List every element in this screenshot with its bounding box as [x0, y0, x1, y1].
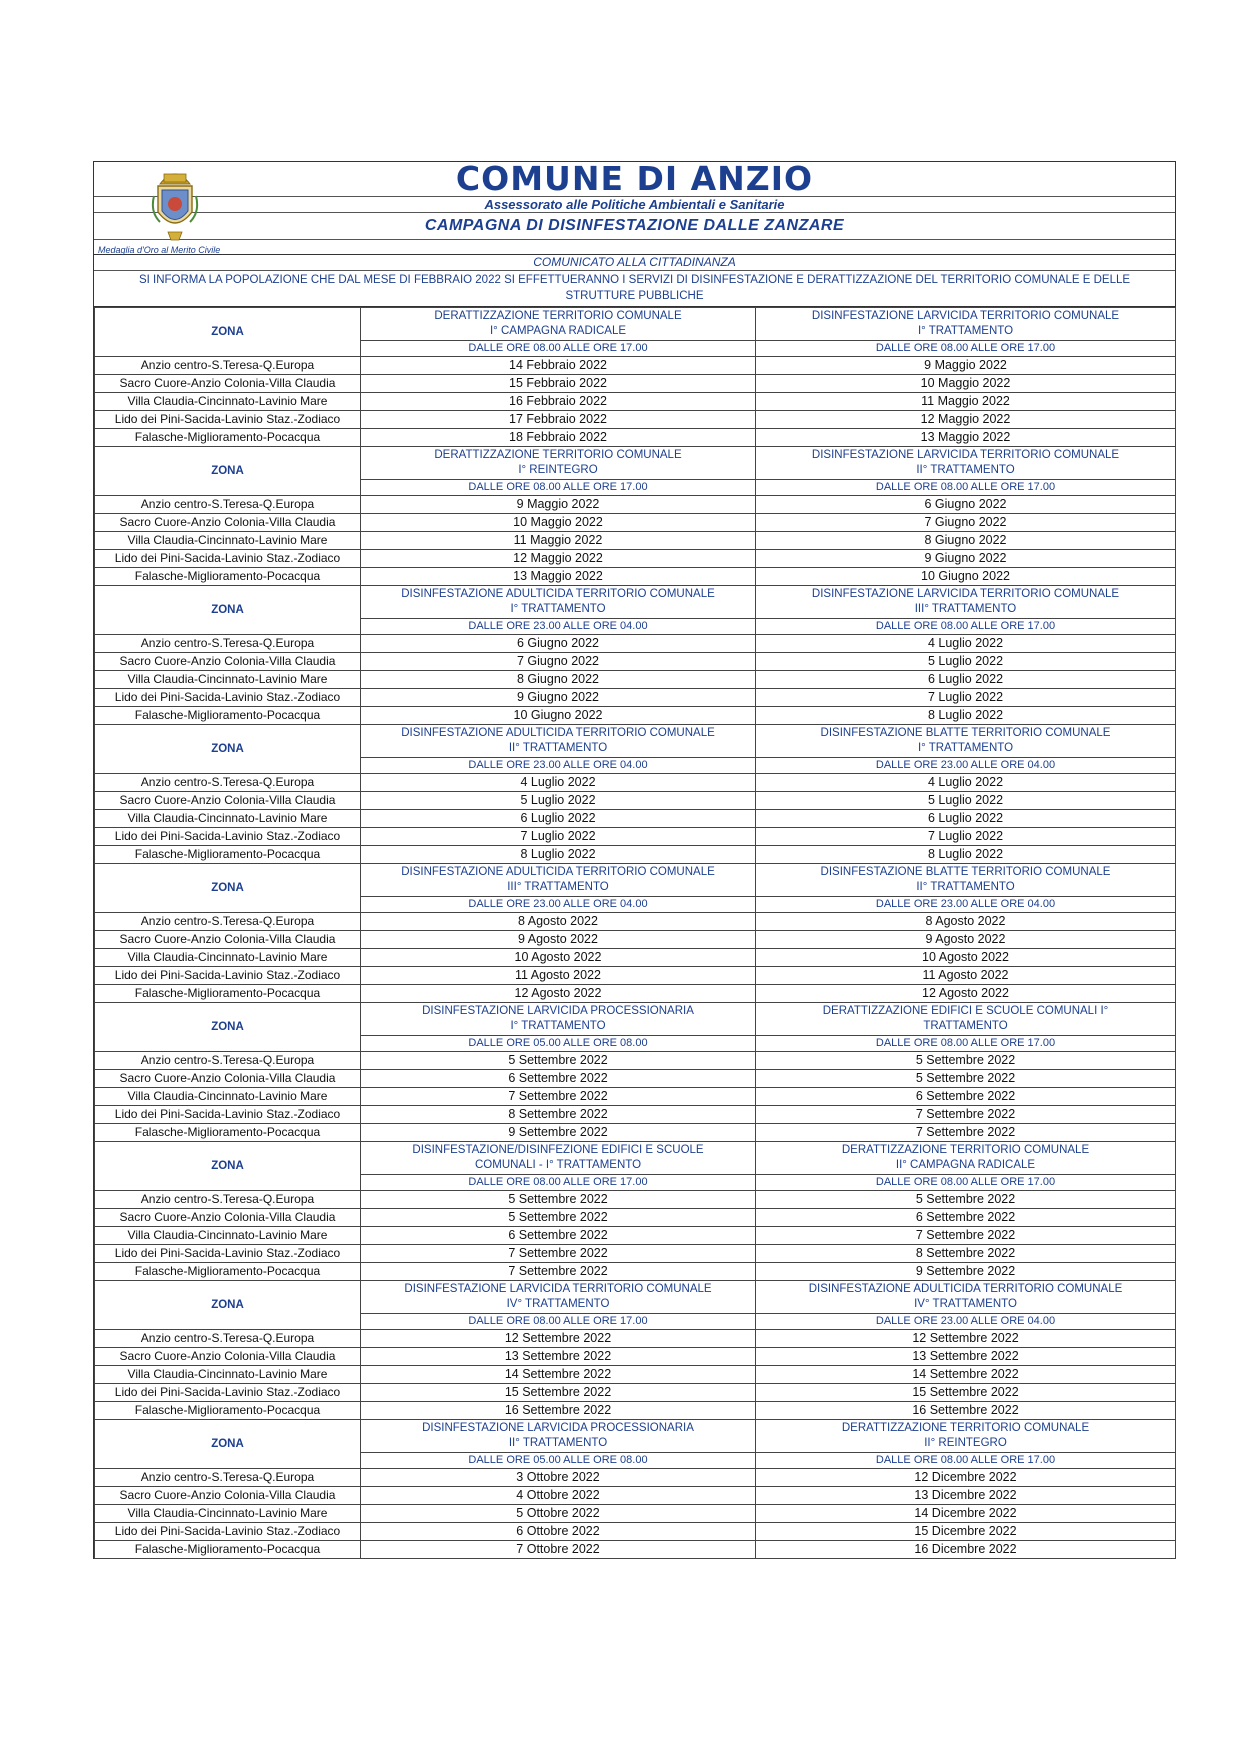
date-left: 8 Settembre 2022 [361, 1106, 756, 1124]
date-left: 12 Settembre 2022 [361, 1330, 756, 1348]
table-row [95, 357, 1176, 375]
zone-name: Villa Claudia-Cincinnato-Lavinio Mare [95, 1366, 361, 1384]
date-left: 4 Luglio 2022 [361, 774, 756, 792]
table-row [95, 1227, 1176, 1245]
table-row [95, 1052, 1176, 1070]
service-title-left [361, 586, 756, 619]
service-hours-left: DALLE ORE 23.00 ALLE ORE 04.00 [361, 619, 756, 635]
document-sheet [93, 161, 1176, 1559]
service-name: DISINFESTAZIONE ADULTICIDA TERRITORIO COMUNALE [401, 726, 715, 739]
service-hours-right: DALLE ORE 08.00 ALLE ORE 17.00 [756, 1453, 1176, 1469]
date-right: 13 Maggio 2022 [756, 429, 1176, 447]
service-hours-left: DALLE ORE 23.00 ALLE ORE 04.00 [361, 897, 756, 913]
zone-name: Falasche-Miglioramento-Pocacqua [95, 985, 361, 1003]
service-title-right [756, 1003, 1176, 1036]
date-left: 9 Maggio 2022 [361, 496, 756, 514]
service-title-right [756, 308, 1176, 341]
date-left: 7 Settembre 2022 [361, 1263, 756, 1281]
service-name: DISINFESTAZIONE/DISINFEZIONE EDIFICI E SCUOLE [412, 1143, 704, 1156]
date-left: 7 Luglio 2022 [361, 828, 756, 846]
zone-column-label: ZONA [95, 864, 361, 913]
service-title-left [361, 1281, 756, 1314]
date-right: 9 Agosto 2022 [756, 931, 1176, 949]
service-phase: COMUNALI - I° TRATTAMENTO [474, 1159, 642, 1171]
table-row [95, 1088, 1176, 1106]
date-right: 8 Giugno 2022 [756, 532, 1176, 550]
date-right: 9 Maggio 2022 [756, 357, 1176, 375]
service-title-right [756, 586, 1176, 619]
date-right: 14 Settembre 2022 [756, 1366, 1176, 1384]
zone-name: Villa Claudia-Cincinnato-Lavinio Mare [95, 393, 361, 411]
medal-row [94, 240, 1175, 255]
zone-name: Anzio centro-S.Teresa-Q.Europa [95, 1052, 361, 1070]
service-hours-left: DALLE ORE 23.00 ALLE ORE 04.00 [361, 758, 756, 774]
date-right: 10 Agosto 2022 [756, 949, 1176, 967]
service-name: DISINFESTAZIONE LARVICIDA PROCESSIONARIA [422, 1421, 694, 1434]
zone-name: Sacro Cuore-Anzio Colonia-Villa Claudia [95, 514, 361, 532]
table-row [95, 707, 1176, 725]
date-left: 16 Settembre 2022 [361, 1402, 756, 1420]
date-right: 6 Luglio 2022 [756, 810, 1176, 828]
table-row [95, 1402, 1176, 1420]
date-left: 11 Maggio 2022 [361, 532, 756, 550]
service-name: DISINFESTAZIONE LARVICIDA PROCESSIONARIA [422, 1004, 694, 1017]
service-title-right [756, 1420, 1176, 1453]
date-right: 10 Giugno 2022 [756, 568, 1176, 586]
service-phase: I° TRATTAMENTO [510, 603, 606, 615]
service-phase: II° CAMPAGNA RADICALE [895, 1159, 1036, 1171]
date-right: 12 Dicembre 2022 [756, 1469, 1176, 1487]
table-row [95, 1505, 1176, 1523]
date-left: 9 Settembre 2022 [361, 1124, 756, 1142]
zone-name: Sacro Cuore-Anzio Colonia-Villa Claudia [95, 1070, 361, 1088]
service-hours-right: DALLE ORE 08.00 ALLE ORE 17.00 [756, 1036, 1176, 1052]
date-left: 5 Settembre 2022 [361, 1052, 756, 1070]
service-phase: I° REINTEGRO [518, 464, 598, 476]
service-title-left [361, 864, 756, 897]
zone-column-label: ZONA [95, 447, 361, 496]
date-left: 7 Settembre 2022 [361, 1245, 756, 1263]
service-phase: II° TRATTAMENTO [916, 881, 1015, 893]
service-header-row [95, 1142, 1176, 1175]
date-left: 10 Maggio 2022 [361, 514, 756, 532]
date-left: 6 Settembre 2022 [361, 1070, 756, 1088]
date-left: 8 Agosto 2022 [361, 913, 756, 931]
service-phase: I° CAMPAGNA RADICALE [489, 325, 627, 337]
date-left: 15 Settembre 2022 [361, 1384, 756, 1402]
service-title-right [756, 447, 1176, 480]
date-right: 13 Dicembre 2022 [756, 1487, 1176, 1505]
zone-name: Villa Claudia-Cincinnato-Lavinio Mare [95, 1505, 361, 1523]
zone-name: Falasche-Miglioramento-Pocacqua [95, 1402, 361, 1420]
zone-column-label: ZONA [95, 1281, 361, 1330]
service-name: DERATTIZZAZIONE TERRITORIO COMUNALE [434, 448, 682, 461]
zone-name: Sacro Cuore-Anzio Colonia-Villa Claudia [95, 1348, 361, 1366]
date-right: 11 Agosto 2022 [756, 967, 1176, 985]
date-right: 9 Settembre 2022 [756, 1263, 1176, 1281]
date-left: 16 Febbraio 2022 [361, 393, 756, 411]
table-row [95, 828, 1176, 846]
date-right: 6 Giugno 2022 [756, 496, 1176, 514]
table-row [95, 532, 1176, 550]
service-hours-left: DALLE ORE 08.00 ALLE ORE 17.00 [361, 1314, 756, 1330]
zone-name: Anzio centro-S.Teresa-Q.Europa [95, 357, 361, 375]
date-right: 14 Dicembre 2022 [756, 1505, 1176, 1523]
service-title-left [361, 725, 756, 758]
date-right: 13 Settembre 2022 [756, 1348, 1176, 1366]
date-left: 6 Giugno 2022 [361, 635, 756, 653]
zone-name: Anzio centro-S.Teresa-Q.Europa [95, 913, 361, 931]
assessorato-row [94, 197, 1175, 213]
zone-name: Sacro Cuore-Anzio Colonia-Villa Claudia [95, 931, 361, 949]
date-right: 11 Maggio 2022 [756, 393, 1176, 411]
date-right: 5 Settembre 2022 [756, 1191, 1176, 1209]
coat-of-arms-icon [150, 162, 200, 246]
date-left: 5 Settembre 2022 [361, 1191, 756, 1209]
zone-name: Villa Claudia-Cincinnato-Lavinio Mare [95, 1088, 361, 1106]
service-header-row [95, 1281, 1176, 1314]
service-header-row [95, 308, 1176, 341]
date-left: 14 Settembre 2022 [361, 1366, 756, 1384]
zone-name: Sacro Cuore-Anzio Colonia-Villa Claudia [95, 1209, 361, 1227]
date-right: 5 Settembre 2022 [756, 1070, 1176, 1088]
zone-name: Sacro Cuore-Anzio Colonia-Villa Claudia [95, 653, 361, 671]
campaign-title: CAMPAGNA DI DISINFESTAZIONE DALLE ZANZARE [424, 217, 845, 234]
date-left: 14 Febbraio 2022 [361, 357, 756, 375]
zone-name: Lido dei Pini-Sacida-Lavinio Staz.-Zodiaco [95, 689, 361, 707]
service-hours-right: DALLE ORE 23.00 ALLE ORE 04.00 [756, 1314, 1176, 1330]
service-hours-right: DALLE ORE 08.00 ALLE ORE 17.00 [756, 480, 1176, 496]
service-header-row [95, 725, 1176, 758]
date-left: 17 Febbraio 2022 [361, 411, 756, 429]
table-row [95, 1191, 1176, 1209]
table-row [95, 1209, 1176, 1227]
table-row [95, 810, 1176, 828]
date-right: 5 Luglio 2022 [756, 792, 1176, 810]
zone-name: Lido dei Pini-Sacida-Lavinio Staz.-Zodiaco [95, 1384, 361, 1402]
date-left: 5 Ottobre 2022 [361, 1505, 756, 1523]
date-right: 7 Luglio 2022 [756, 828, 1176, 846]
table-row [95, 1384, 1176, 1402]
service-name: DISINFESTAZIONE BLATTE TERRITORIO COMUNALE [820, 865, 1111, 878]
date-right: 7 Settembre 2022 [756, 1106, 1176, 1124]
date-right: 4 Luglio 2022 [756, 635, 1176, 653]
service-phase: II° TRATTAMENTO [916, 464, 1015, 476]
service-hours-right: DALLE ORE 23.00 ALLE ORE 04.00 [756, 758, 1176, 774]
service-hours-right: DALLE ORE 08.00 ALLE ORE 17.00 [756, 619, 1176, 635]
zone-name: Lido dei Pini-Sacida-Lavinio Staz.-Zodiaco [95, 1523, 361, 1541]
service-phase: II° REINTEGRO [924, 1437, 1007, 1449]
service-name: DISINFESTAZIONE ADULTICIDA TERRITORIO COMUNALE [401, 587, 715, 600]
zone-name: Lido dei Pini-Sacida-Lavinio Staz.-Zodiaco [95, 1106, 361, 1124]
zone-name: Lido dei Pini-Sacida-Lavinio Staz.-Zodiaco [95, 828, 361, 846]
service-name: DISINFESTAZIONE LARVICIDA TERRITORIO COMUNALE [404, 1282, 712, 1295]
zone-column-label: ZONA [95, 586, 361, 635]
table-row [95, 671, 1176, 689]
table-row [95, 653, 1176, 671]
communique-title: COMUNICATO ALLA CITTADINANZA [533, 255, 736, 269]
service-hours-left: DALLE ORE 08.00 ALLE ORE 17.00 [361, 480, 756, 496]
date-left: 12 Maggio 2022 [361, 550, 756, 568]
date-left: 7 Ottobre 2022 [361, 1541, 756, 1559]
zone-name: Lido dei Pini-Sacida-Lavinio Staz.-Zodiaco [95, 967, 361, 985]
campaign-row [94, 213, 1175, 240]
service-name: DERATTIZZAZIONE TERRITORIO COMUNALE [841, 1143, 1090, 1156]
service-phase: II° TRATTAMENTO [508, 742, 608, 754]
date-right: 5 Luglio 2022 [756, 653, 1176, 671]
date-left: 11 Agosto 2022 [361, 967, 756, 985]
service-phase: I° TRATTAMENTO [510, 1020, 606, 1032]
date-left: 6 Luglio 2022 [361, 810, 756, 828]
date-right: 7 Settembre 2022 [756, 1124, 1176, 1142]
date-right: 8 Luglio 2022 [756, 707, 1176, 725]
date-right: 9 Giugno 2022 [756, 550, 1176, 568]
service-hours-left: DALLE ORE 08.00 ALLE ORE 17.00 [361, 341, 756, 357]
service-name: DERATTIZZAZIONE TERRITORIO COMUNALE [434, 309, 682, 322]
table-row [95, 375, 1176, 393]
service-name: DISINFESTAZIONE LARVICIDA TERRITORIO COMUNALE [811, 309, 1120, 322]
date-left: 6 Settembre 2022 [361, 1227, 756, 1245]
date-right: 7 Settembre 2022 [756, 1227, 1176, 1245]
date-right: 16 Settembre 2022 [756, 1402, 1176, 1420]
service-hours-right: DALLE ORE 08.00 ALLE ORE 17.00 [756, 1175, 1176, 1191]
service-name: DISINFESTAZIONE ADULTICIDA TERRITORIO COMUNALE [808, 1282, 1123, 1295]
schedule-table [94, 307, 1176, 1559]
date-left: 12 Agosto 2022 [361, 985, 756, 1003]
zone-name: Falasche-Miglioramento-Pocacqua [95, 429, 361, 447]
zone-name: Lido dei Pini-Sacida-Lavinio Staz.-Zodiaco [95, 550, 361, 568]
table-row [95, 411, 1176, 429]
info-text: SI INFORMA LA POPOLAZIONE CHE DAL MESE DI FEBBRAIO 2022 SI EFFETTUERANNO I SERVIZI DI DISINFESTAZIONE E DERATTIZZAZIONE DEL TERRITORIO COMUNALE E DELLE STRUTTURE PUBBLICHE [138, 274, 1131, 302]
date-right: 8 Settembre 2022 [756, 1245, 1176, 1263]
date-left: 18 Febbraio 2022 [361, 429, 756, 447]
date-left: 13 Settembre 2022 [361, 1348, 756, 1366]
date-right: 8 Agosto 2022 [756, 913, 1176, 931]
service-phase: I° TRATTAMENTO [917, 742, 1014, 754]
zone-name: Villa Claudia-Cincinnato-Lavinio Mare [95, 532, 361, 550]
service-name: DISINFESTAZIONE ADULTICIDA TERRITORIO COMUNALE [401, 865, 715, 878]
service-hours-left: DALLE ORE 05.00 ALLE ORE 08.00 [361, 1453, 756, 1469]
service-header-row [95, 1003, 1176, 1036]
service-name: DISINFESTAZIONE BLATTE TERRITORIO COMUNALE [820, 726, 1111, 739]
date-left: 6 Ottobre 2022 [361, 1523, 756, 1541]
date-right: 12 Maggio 2022 [756, 411, 1176, 429]
zone-name: Anzio centro-S.Teresa-Q.Europa [95, 1330, 361, 1348]
table-row [95, 568, 1176, 586]
zone-name: Falasche-Miglioramento-Pocacqua [95, 1541, 361, 1559]
table-row [95, 1330, 1176, 1348]
table-row [95, 514, 1176, 532]
service-phase: II° TRATTAMENTO [508, 1437, 608, 1449]
date-right: 7 Luglio 2022 [756, 689, 1176, 707]
table-row [95, 689, 1176, 707]
zone-name: Falasche-Miglioramento-Pocacqua [95, 707, 361, 725]
service-title-right [756, 864, 1176, 897]
zone-name: Anzio centro-S.Teresa-Q.Europa [95, 635, 361, 653]
zone-name: Falasche-Miglioramento-Pocacqua [95, 1124, 361, 1142]
date-right: 7 Giugno 2022 [756, 514, 1176, 532]
zone-name: Anzio centro-S.Teresa-Q.Europa [95, 496, 361, 514]
date-left: 10 Agosto 2022 [361, 949, 756, 967]
table-row [95, 1469, 1176, 1487]
zone-name: Lido dei Pini-Sacida-Lavinio Staz.-Zodiaco [95, 1245, 361, 1263]
service-header-row [95, 447, 1176, 480]
table-row [95, 496, 1176, 514]
zone-name: Anzio centro-S.Teresa-Q.Europa [95, 1469, 361, 1487]
table-row [95, 1487, 1176, 1505]
service-hours-left: DALLE ORE 08.00 ALLE ORE 17.00 [361, 1175, 756, 1191]
date-left: 7 Settembre 2022 [361, 1088, 756, 1106]
date-right: 12 Settembre 2022 [756, 1330, 1176, 1348]
service-name: DISINFESTAZIONE LARVICIDA TERRITORIO COMUNALE [811, 448, 1120, 461]
info-row [94, 271, 1175, 307]
assessorato-text: Assessorato alle Politiche Ambientali e Sanitarie [484, 197, 785, 212]
zone-column-label: ZONA [95, 725, 361, 774]
service-name: DISINFESTAZIONE LARVICIDA TERRITORIO COMUNALE [811, 587, 1120, 600]
zone-name: Sacro Cuore-Anzio Colonia-Villa Claudia [95, 1487, 361, 1505]
date-left: 5 Luglio 2022 [361, 792, 756, 810]
zone-name: Villa Claudia-Cincinnato-Lavinio Mare [95, 1227, 361, 1245]
table-row [95, 792, 1176, 810]
service-title-left [361, 1420, 756, 1453]
date-right: 16 Dicembre 2022 [756, 1541, 1176, 1559]
service-phase: III° TRATTAMENTO [914, 603, 1017, 615]
date-left: 3 Ottobre 2022 [361, 1469, 756, 1487]
service-header-row [95, 864, 1176, 897]
table-row [95, 1263, 1176, 1281]
table-row [95, 949, 1176, 967]
table-row [95, 393, 1176, 411]
table-row [95, 1124, 1176, 1142]
date-left: 5 Settembre 2022 [361, 1209, 756, 1227]
table-row [95, 1245, 1176, 1263]
service-name: DERATTIZZAZIONE EDIFICI E SCUOLE COMUNALI I° [822, 1004, 1109, 1017]
date-left: 13 Maggio 2022 [361, 568, 756, 586]
zone-name: Sacro Cuore-Anzio Colonia-Villa Claudia [95, 375, 361, 393]
zone-name: Villa Claudia-Cincinnato-Lavinio Mare [95, 949, 361, 967]
table-row [95, 1366, 1176, 1384]
date-left: 15 Febbraio 2022 [361, 375, 756, 393]
date-left: 10 Giugno 2022 [361, 707, 756, 725]
zone-name: Falasche-Miglioramento-Pocacqua [95, 568, 361, 586]
table-row [95, 774, 1176, 792]
service-header-row [95, 586, 1176, 619]
zone-name: Villa Claudia-Cincinnato-Lavinio Mare [95, 671, 361, 689]
date-right: 10 Maggio 2022 [756, 375, 1176, 393]
service-hours-right: DALLE ORE 23.00 ALLE ORE 04.00 [756, 897, 1176, 913]
service-phase: IV° TRATTAMENTO [914, 1298, 1017, 1310]
table-row [95, 985, 1176, 1003]
date-right: 6 Settembre 2022 [756, 1209, 1176, 1227]
table-row [95, 913, 1176, 931]
table-row [95, 1106, 1176, 1124]
zone-name: Lido dei Pini-Sacida-Lavinio Staz.-Zodiaco [95, 411, 361, 429]
table-row [95, 1541, 1176, 1559]
date-right: 6 Luglio 2022 [756, 671, 1176, 689]
zone-name: Villa Claudia-Cincinnato-Lavinio Mare [95, 810, 361, 828]
communique-row [94, 255, 1175, 271]
service-hours-right: DALLE ORE 08.00 ALLE ORE 17.00 [756, 341, 1176, 357]
table-row [95, 550, 1176, 568]
service-title-right [756, 725, 1176, 758]
date-left: 9 Agosto 2022 [361, 931, 756, 949]
table-row [95, 846, 1176, 864]
table-row [95, 1070, 1176, 1088]
date-right: 15 Settembre 2022 [756, 1384, 1176, 1402]
zone-column-label: ZONA [95, 1420, 361, 1469]
medal-caption: Medaglia d'Oro al Merito Civile [98, 245, 221, 255]
table-row [95, 931, 1176, 949]
service-name: DERATTIZZAZIONE TERRITORIO COMUNALE [841, 1421, 1090, 1434]
service-phase: I° TRATTAMENTO [917, 325, 1014, 337]
date-right: 8 Luglio 2022 [756, 846, 1176, 864]
table-row [95, 635, 1176, 653]
zone-column-label: ZONA [95, 308, 361, 357]
date-left: 7 Giugno 2022 [361, 653, 756, 671]
zone-name: Anzio centro-S.Teresa-Q.Europa [95, 1191, 361, 1209]
service-header-row [95, 1420, 1176, 1453]
table-row [95, 429, 1176, 447]
date-left: 9 Giugno 2022 [361, 689, 756, 707]
service-phase: TRATTAMENTO [923, 1020, 1008, 1032]
zone-column-label: ZONA [95, 1003, 361, 1052]
date-right: 6 Settembre 2022 [756, 1088, 1176, 1106]
date-right: 5 Settembre 2022 [756, 1052, 1176, 1070]
table-row [95, 967, 1176, 985]
date-left: 8 Giugno 2022 [361, 671, 756, 689]
service-phase: IV° TRATTAMENTO [506, 1298, 610, 1310]
service-title-left [361, 447, 756, 480]
zone-name: Sacro Cuore-Anzio Colonia-Villa Claudia [95, 792, 361, 810]
zone-name: Falasche-Miglioramento-Pocacqua [95, 846, 361, 864]
date-left: 4 Ottobre 2022 [361, 1487, 756, 1505]
table-row [95, 1523, 1176, 1541]
date-right: 15 Dicembre 2022 [756, 1523, 1176, 1541]
service-hours-left: DALLE ORE 05.00 ALLE ORE 08.00 [361, 1036, 756, 1052]
zone-column-label: ZONA [95, 1142, 361, 1191]
service-phase: III° TRATTAMENTO [507, 881, 609, 893]
table-row [95, 1348, 1176, 1366]
date-right: 12 Agosto 2022 [756, 985, 1176, 1003]
service-title-left [361, 308, 756, 341]
service-title-left [361, 1142, 756, 1175]
service-title-right [756, 1142, 1176, 1175]
date-left: 8 Luglio 2022 [361, 846, 756, 864]
service-title-left [361, 1003, 756, 1036]
zone-name: Falasche-Miglioramento-Pocacqua [95, 1263, 361, 1281]
service-title-right [756, 1281, 1176, 1314]
title-row [94, 159, 1175, 198]
page-title: COMUNE DI ANZIO [455, 159, 814, 198]
date-right: 4 Luglio 2022 [756, 774, 1176, 792]
zone-name: Anzio centro-S.Teresa-Q.Europa [95, 774, 361, 792]
